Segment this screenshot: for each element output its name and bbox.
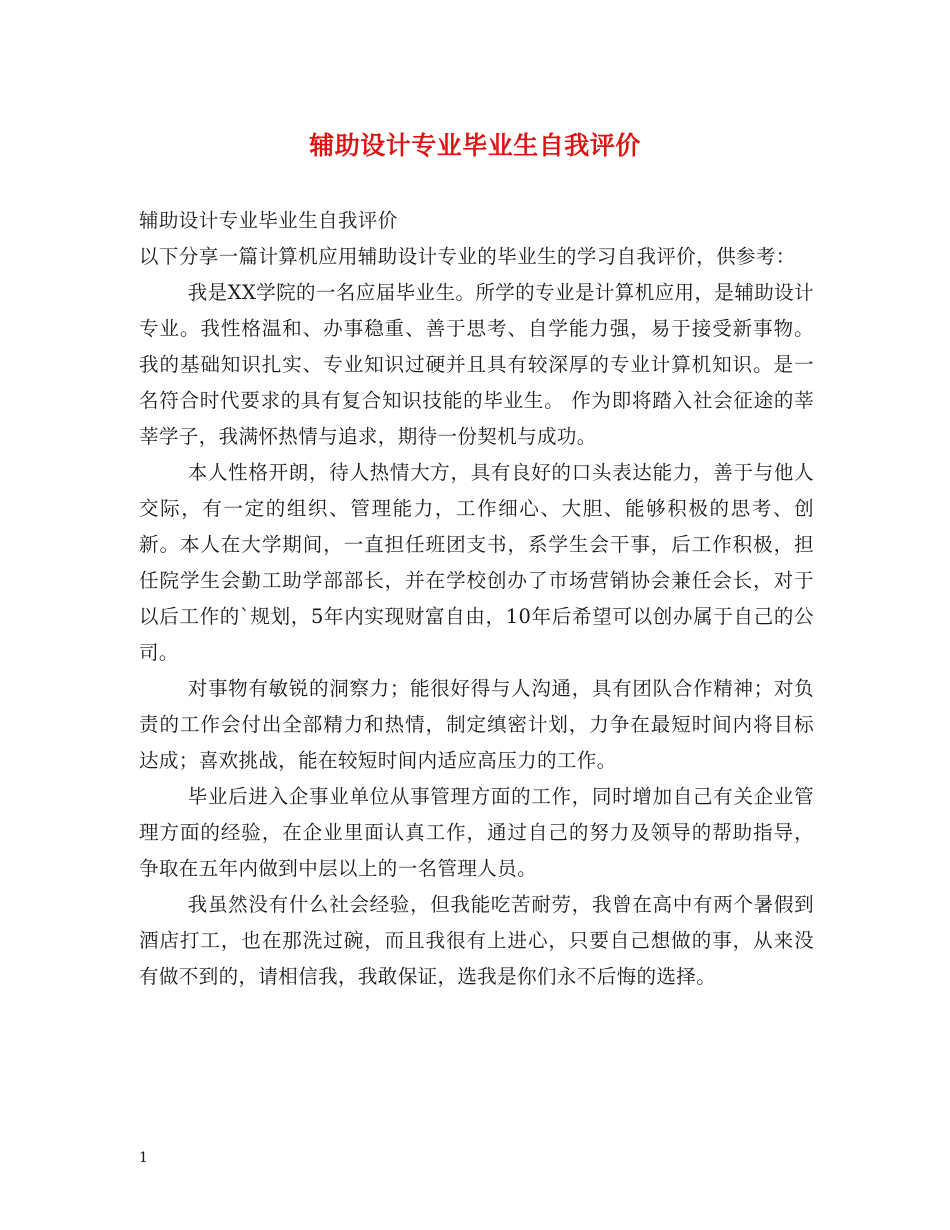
body-paragraph: 本人性格开朗，待人热情大方，具有良好的口头表达能力，善于与他人交际，有一定的组织、管理能力，工作细心、大胆、能够积极的思考、创新。本人在大学期间，一直担任班团支书，系学生会干事，后工作积极，担任院学生会勤工助学部部长，并在学校创办了市场营销协会兼任会长，对于以后工作的`规划，5年内实现财富自由，10年后希望可以创办属于自己的公司。: [139, 461, 814, 664]
body-paragraph: 我是XX学院的一名应届毕业生。所学的专业是计算机应用，是辅助设计专业。我性格温和、办事稳重、善于思考、自学能力强，易于接受新事物。我的基础知识扎实、专业知识过硬并且具有较深厚的专业计算机知识。是一名符合时代要求的具有复合知识技能的毕业生。 作为即将踏入社会征途的莘莘学子，我满怀热情与追求，期待一份契机与成功。: [139, 281, 814, 448]
body-paragraph: 对事物有敏锐的洞察力；能很好得与人沟通，具有团队合作精神；对负责的工作会付出全部精力和热情，制定缜密计划，力争在最短时间内将目标达成；喜欢挑战，能在较短时间内适应高压力的工作。: [139, 677, 814, 772]
body-paragraph: 我虽然没有什么社会经验，但我能吃苦耐劳，我曾在高中有两个暑假到酒店打工，也在那洗过碗，而且我很有上进心，只要自己想做的事，从来没有做不到的，请相信我，我敢保证，选我是你们永不后悔的选择。: [139, 893, 814, 988]
body-paragraph: 毕业后进入企事业单位从事管理方面的工作，同时增加自己有关企业管理方面的经验，在企业里面认真工作，通过自己的努力及领导的帮助指导，争取在五年内做到中层以上的一名管理人员。: [139, 785, 814, 880]
document-subtitle: 辅助设计专业毕业生自我评价: [139, 209, 398, 232]
document-body: [139, 203, 814, 995]
intro-paragraph: 以下分享一篇计算机应用辅助设计专业的毕业生的学习自我评价，供参考：: [139, 245, 796, 268]
page-number: 1: [139, 1150, 148, 1166]
page-title: 辅助设计专业毕业生自我评价: [309, 131, 641, 160]
